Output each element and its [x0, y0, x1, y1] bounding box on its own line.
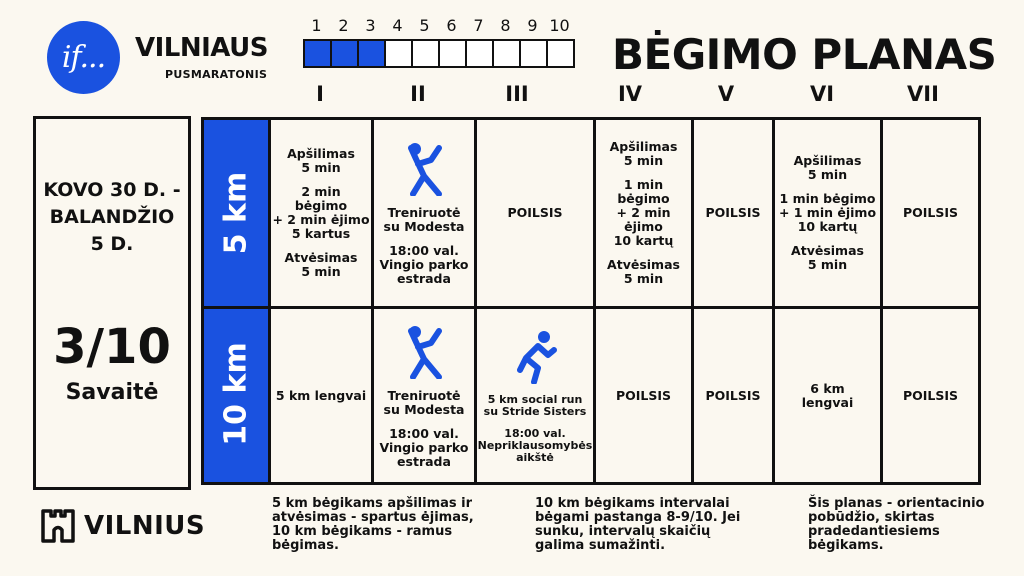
cell-text-line: Atvėsimas: [284, 250, 358, 265]
cell-text-line: POILSIS: [615, 387, 672, 403]
running-person-icon: [512, 328, 558, 384]
footer-note: [535, 497, 740, 553]
schedule-cell: [694, 120, 772, 306]
cell-text-line: estrada: [397, 271, 451, 286]
day-label: VII: [907, 82, 939, 106]
schedule-cell: [596, 309, 691, 482]
cell-text-line: 6 km: [810, 380, 845, 396]
cell-text-line: bėgimo: [294, 198, 348, 213]
cell-text-line: su Stride Sisters: [483, 404, 587, 418]
schedule-cell: [883, 309, 978, 482]
progress-number: 5: [419, 16, 430, 35]
cell-text-line: Vingio parko: [379, 439, 469, 455]
footer-note-line: 10 km bėgikams intervalai: [535, 496, 730, 511]
castle-tower-icon: [40, 508, 76, 544]
progress-segment: [440, 41, 467, 66]
day-label: III: [505, 82, 529, 106]
footer-note-line: bėgimas.: [272, 538, 339, 553]
week-number: 3/10: [53, 319, 171, 375]
progress-number: 3: [365, 16, 376, 35]
schedule-grid: [201, 117, 981, 485]
progress-segment: [548, 41, 573, 66]
schedule-cell: [271, 309, 371, 482]
cell-text-line: 5 min: [807, 257, 848, 272]
progress-segment: [359, 41, 386, 66]
cell-text-line: 5 min: [623, 271, 664, 286]
cell-text-line: POILSIS: [705, 387, 761, 403]
cell-text-line: su Modesta: [383, 401, 465, 417]
cell-text-line: Nepriklausomybės: [477, 438, 593, 452]
grid-line: [204, 306, 978, 309]
schedule-cell: [883, 120, 978, 306]
progress-segment: [521, 41, 548, 66]
week-box: [33, 116, 191, 490]
cell-text-line: 5 km social run: [487, 392, 583, 406]
cell-text-line: su Modesta: [383, 219, 465, 234]
progress-number: 7: [473, 16, 484, 35]
footer-note-line: 5 km bėgikams apšilimas ir: [272, 496, 473, 511]
grid-line: [474, 120, 477, 482]
cell-text-line: Atvėsimas: [791, 243, 864, 258]
cell-text-line: Apšilimas: [793, 153, 862, 168]
cell-text-line: POILSIS: [705, 205, 761, 220]
schedule-cell: [271, 120, 371, 306]
week-dates-line: BALANDŽIO: [49, 206, 175, 228]
footer-note: [808, 497, 985, 553]
schedule-cell: [374, 120, 474, 306]
cell-text-line: Vingio parko: [379, 257, 469, 272]
schedule-cell: [477, 309, 593, 482]
progress-number: 6: [446, 16, 457, 35]
cell-text-line: + 1 min ėjimo: [778, 205, 877, 220]
grid-line: [371, 120, 374, 482]
cell-text-line: POILSIS: [902, 205, 959, 220]
schedule-cell: [775, 120, 880, 306]
week-dates-line: KOVO 30 D. -: [43, 179, 181, 201]
week-label: Savaitė: [65, 380, 159, 405]
footer-note-line: 10 km bėgikams - ramus: [272, 524, 453, 539]
cell-text-line: POILSIS: [507, 205, 563, 220]
schedule-cell: [694, 309, 772, 482]
progress-number: 1: [311, 16, 322, 35]
progress-segment: [494, 41, 521, 66]
day-label: IV: [617, 82, 643, 106]
vilnius-logo-text: VILNIUS: [84, 511, 206, 541]
progress-bar: [303, 39, 575, 68]
footer-note-line: sunku, intervalų skaičių: [535, 524, 711, 539]
grid-line: [691, 120, 694, 482]
schedule-cell: [374, 309, 474, 482]
footer-note-line: bėgikams.: [808, 538, 884, 553]
cell-text-line: 10 kartų: [613, 233, 674, 248]
cell-text-line: 5 km lengvai: [275, 387, 367, 403]
grid-line: [880, 120, 883, 482]
grid-line: [772, 120, 775, 482]
footer-note-line: pobūdžio, skirtas: [808, 510, 935, 525]
cell-text-line: Apšilimas: [609, 139, 678, 154]
cell-text-line: estrada: [397, 453, 451, 469]
footer-note-line: Šis planas - orientacinio: [808, 496, 985, 511]
cell-text-line: 18:00 val.: [389, 243, 459, 258]
week-dates: [36, 177, 188, 258]
progress-segment: [332, 41, 359, 66]
cell-text-line: 1 min bėgimo: [617, 177, 670, 206]
footer-note-line: bėgami pastanga 8-9/10. Jei: [535, 510, 741, 525]
cell-text-line: Atvėsimas: [607, 257, 680, 272]
cell-text-line: 5 min: [623, 153, 664, 168]
cell-text-line: 18:00 val.: [504, 426, 566, 440]
cell-text-line: aikštė: [516, 450, 554, 464]
day-label: VI: [809, 82, 835, 106]
cell-text-line: 1 min bėgimo: [779, 191, 876, 206]
cell-text-line: 5 min: [807, 167, 848, 182]
cell-text-line: Treniruotė: [387, 205, 461, 220]
cell-text-line: 5 kartus: [291, 226, 351, 241]
progress-number: 2: [338, 16, 349, 35]
cell-text-line: 5 min: [301, 264, 341, 279]
stretching-person-icon: [401, 140, 447, 196]
schedule-cell: [477, 120, 593, 306]
brand-subtitle: PUSMARATONIS: [165, 68, 268, 81]
cell-text-line: Treniruotė: [387, 387, 461, 403]
cell-text-line: POILSIS: [902, 387, 959, 403]
day-label: II: [410, 82, 426, 106]
cell-text-line: 18:00 val.: [389, 425, 459, 441]
progress-number: 9: [527, 16, 538, 35]
schedule-cell: [596, 120, 691, 306]
cell-text-line: 10 kartų: [797, 219, 858, 234]
footer-note-line: pradedantiesiems: [808, 524, 940, 539]
progress-segment: [305, 41, 332, 66]
week-dates-line: 5 D.: [90, 233, 134, 255]
progress-segment: [386, 41, 413, 66]
cell-text-line: lengvai: [801, 394, 854, 410]
vilnius-logo: [40, 508, 205, 544]
progress-segment: [467, 41, 494, 66]
progress-segment: [413, 41, 440, 66]
stretching-person-icon: [401, 323, 447, 379]
if-logo: if...: [47, 21, 120, 94]
progress-number: 10: [549, 16, 570, 35]
schedule-cell: [775, 309, 880, 482]
row-header: [204, 306, 268, 482]
grid-line: [268, 120, 271, 482]
cell-text-line: + 2 min ėjimo: [616, 205, 671, 234]
row-header-label: 5 km: [218, 171, 254, 255]
page-title: BĖGIMO PLANAS: [612, 30, 997, 79]
day-label: I: [316, 82, 324, 106]
footer-note-line: galima sumažinti.: [535, 538, 666, 553]
footer-note: [272, 497, 474, 553]
progress-number: 8: [500, 16, 511, 35]
brand-title: VILNIAUS: [135, 33, 268, 63]
progress-numbers: [303, 16, 573, 36]
cell-text-line: + 2 min ėjimo: [272, 212, 370, 227]
grid-line: [593, 120, 596, 482]
row-header-label: 10 km: [218, 342, 254, 446]
footer-note-line: atvėsimas - spartus ėjimas,: [272, 510, 474, 525]
row-header: [204, 120, 268, 306]
cell-text-line: Apšilimas: [287, 146, 355, 161]
day-label: V: [717, 82, 735, 106]
cell-text-line: 2 min: [301, 184, 341, 199]
cell-text-line: 5 min: [301, 160, 341, 175]
progress-number: 4: [392, 16, 403, 35]
